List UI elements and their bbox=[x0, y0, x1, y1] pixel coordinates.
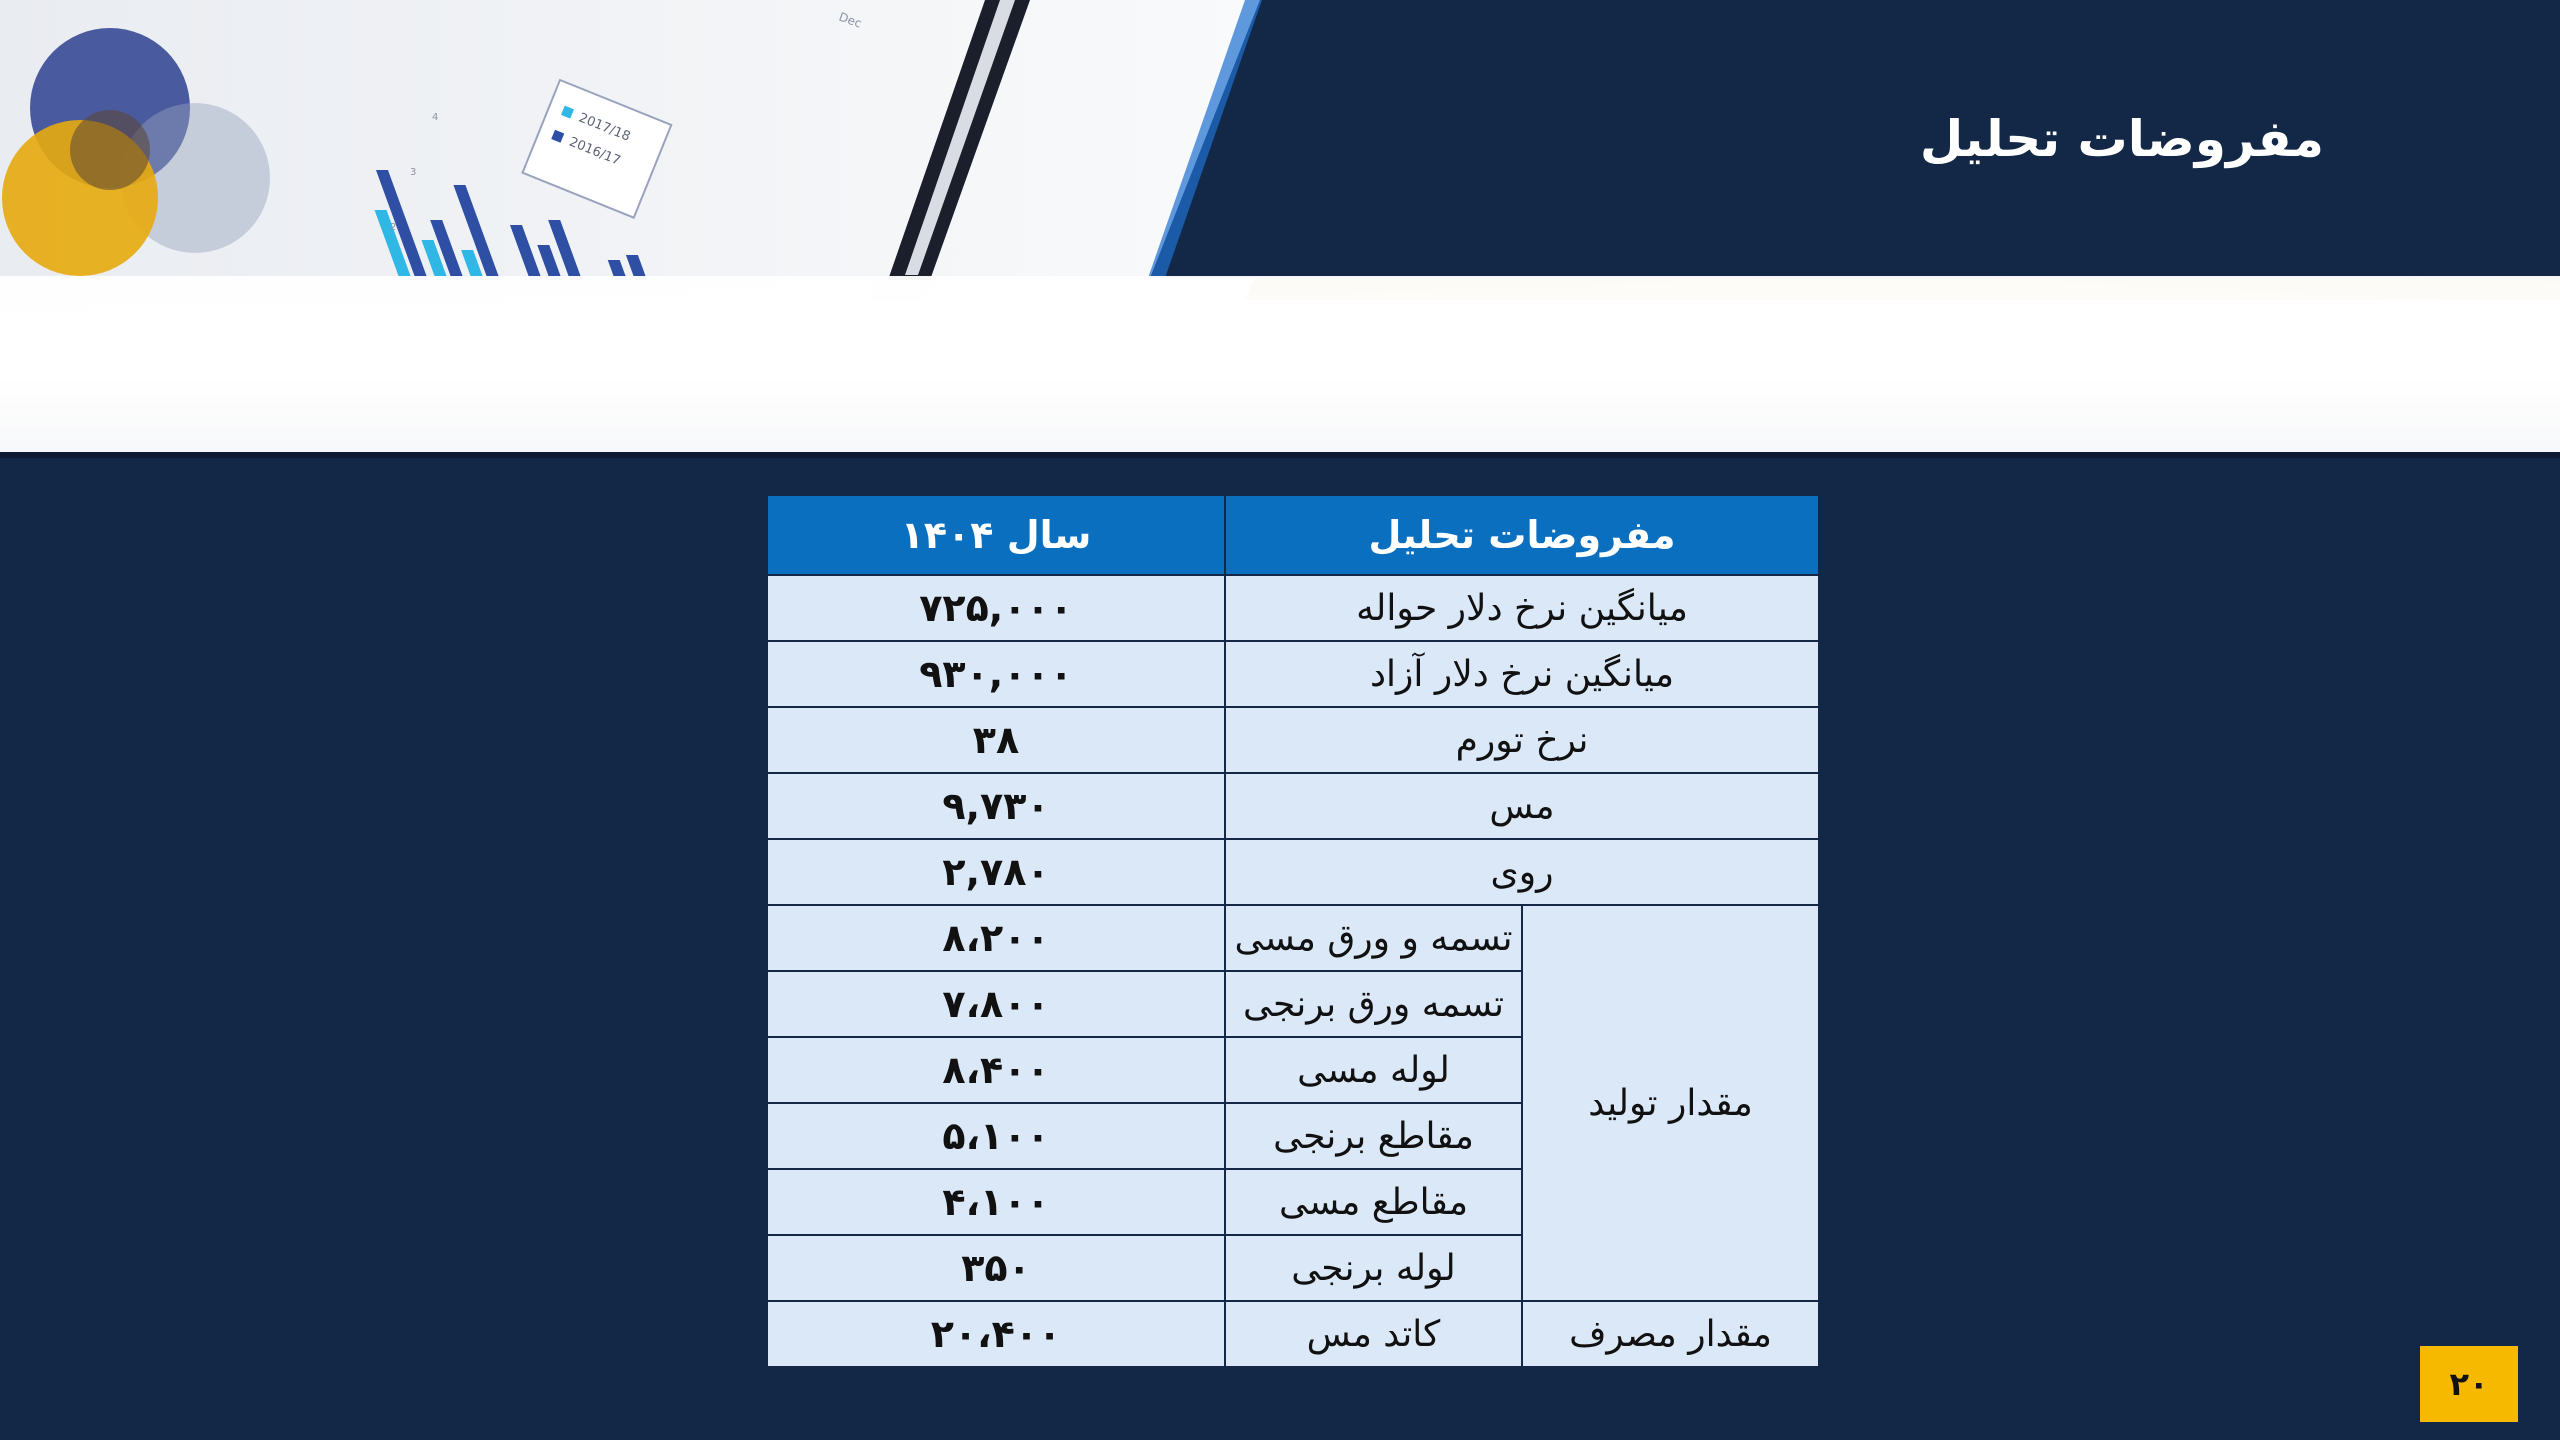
assumptions-table-wrap bbox=[766, 494, 1818, 1368]
production-item-value: ۷،۸۰۰ bbox=[767, 971, 1225, 1037]
row-label: نرخ تورم bbox=[1225, 707, 1819, 773]
row-label: روی bbox=[1225, 839, 1819, 905]
production-item-label: تسمه ورق برنجی bbox=[1225, 971, 1522, 1037]
table-row bbox=[767, 575, 1819, 641]
production-item-label: مقاطع برنجی bbox=[1225, 1103, 1522, 1169]
row-value: ۳۸ bbox=[767, 707, 1225, 773]
consumption-item-label: کاتد مس bbox=[1225, 1301, 1522, 1367]
table-row bbox=[767, 641, 1819, 707]
production-item-label: لوله برنجی bbox=[1225, 1235, 1522, 1301]
consumption-group-label: مقدار مصرف bbox=[1522, 1301, 1819, 1367]
production-group-label: مقدار تولید bbox=[1522, 905, 1819, 1301]
production-item-value: ۵،۱۰۰ bbox=[767, 1103, 1225, 1169]
page-number: ۲۰ bbox=[2449, 1365, 2489, 1403]
row-label: مس bbox=[1225, 773, 1819, 839]
photo-corner-text: Dec bbox=[836, 9, 864, 31]
banner-fade bbox=[0, 276, 2560, 458]
slide-title: مفروضات تحلیل bbox=[1919, 110, 2324, 168]
header-year: سال ۱۴۰۴ bbox=[767, 495, 1225, 575]
svg-text:2: 2 bbox=[390, 222, 397, 233]
banner-edge bbox=[0, 452, 2560, 458]
row-value: ۹,۷۳۰ bbox=[767, 773, 1225, 839]
svg-text:3: 3 bbox=[410, 167, 417, 178]
header-assumptions: مفروضات تحلیل bbox=[1225, 495, 1819, 575]
production-item-label: مقاطع مسی bbox=[1225, 1169, 1522, 1235]
table-row bbox=[767, 905, 1819, 971]
table-row bbox=[767, 839, 1819, 905]
production-item-value: ۴،۱۰۰ bbox=[767, 1169, 1225, 1235]
table-header-row bbox=[767, 495, 1819, 575]
row-value: ۹۳۰,۰۰۰ bbox=[767, 641, 1225, 707]
navy-title-panel bbox=[1150, 0, 2560, 278]
row-value: ۷۲۵,۰۰۰ bbox=[767, 575, 1225, 641]
production-item-value: ۳۵۰ bbox=[767, 1235, 1225, 1301]
consumption-item-value: ۲۰،۴۰۰ bbox=[767, 1301, 1225, 1367]
row-value: ۲,۷۸۰ bbox=[767, 839, 1225, 905]
row-label: میانگین نرخ دلار حواله bbox=[1225, 575, 1819, 641]
header-banner bbox=[0, 0, 2560, 458]
production-item-value: ۸،۲۰۰ bbox=[767, 905, 1225, 971]
production-item-value: ۸،۴۰۰ bbox=[767, 1037, 1225, 1103]
svg-text:4: 4 bbox=[432, 112, 439, 123]
overlap-circle bbox=[70, 110, 150, 190]
production-item-label: تسمه و ورق مسی bbox=[1225, 905, 1522, 971]
svg-text:2016/17: 2016/17 bbox=[566, 134, 623, 169]
page-number-badge bbox=[2420, 1346, 2518, 1422]
table-row bbox=[767, 707, 1819, 773]
production-item-label: لوله مسی bbox=[1225, 1037, 1522, 1103]
table-row bbox=[767, 773, 1819, 839]
row-label: میانگین نرخ دلار آزاد bbox=[1225, 641, 1819, 707]
svg-text:2017/18: 2017/18 bbox=[576, 110, 633, 145]
assumptions-table bbox=[766, 494, 1820, 1368]
table-row bbox=[767, 1301, 1819, 1367]
